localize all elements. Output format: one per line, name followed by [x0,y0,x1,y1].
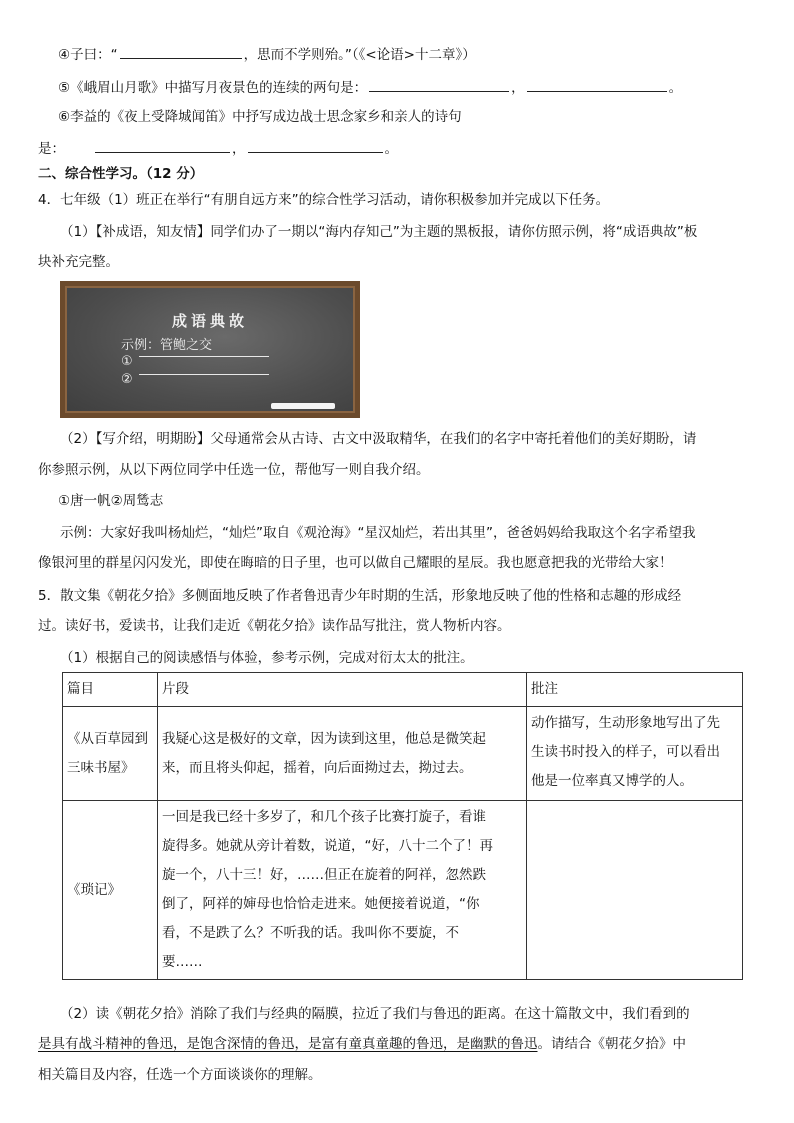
answer-blank[interactable] [248,138,383,153]
table-header-row [63,673,743,707]
table-header: 批注 [527,673,743,707]
separator: ， [232,141,246,157]
answer-blank[interactable] [369,77,509,92]
question-5-part2-end: 相关篇目及内容，任选一个方面谈谈你的理解。 [38,1067,322,1083]
chalkboard-image [60,281,360,418]
cell-line: 倒了，阿祥的婶母也恰恰走进来。她便接着说道，“你 [162,896,480,912]
table-cell-note [527,707,743,801]
cell-line: 生读书时投入的样子，可以看出 [531,744,720,760]
circle-number: ⑤ [58,80,71,96]
cell-line: 动作描写，生动形象地写出了先 [531,715,720,731]
item-text: 李益的《夜上受降城闻笛》中抒写成边战士思念家乡和亲人的诗句 [70,109,462,125]
table-header: 篇目 [63,673,158,707]
table-cell-excerpt [158,801,527,980]
section-heading: 二、综合性学习。（12 分） [38,166,204,182]
table-cell-title [63,707,158,801]
question-4-part2: （2）【写介绍，明期盼】父母通常会从古诗、古文中汲取精华，在我们的名字中寄托着他们的美好期盼，请 [60,431,697,447]
period: 。 [668,80,683,96]
cell-line: 要…… [162,954,203,970]
example-text: 示例：大家好我叫杨灿烂，“灿烂”取自《观沧海》“星汉灿烂，若出其里”，爸爸妈妈给我取这个名字希望我 [60,525,696,541]
period: 。 [384,141,398,157]
item-text: 是： [38,141,65,157]
question-4-part2-cont: 你参照示例，从以下两位同学中任选一位，帮他写一则自我介绍。 [38,462,430,478]
chalk-stick [271,403,335,409]
cell-line: 旋一个，八十三！好，……但正在旋着的阿祥，忽然跌 [162,867,486,883]
table-cell-title: 《琐记》 [63,801,158,980]
item-text: 《峨眉山月歌》中描写月夜景色的连续的两句是： [70,80,368,96]
table-cell-note-answer[interactable] [527,801,743,980]
cell-line: 我疑心这是极好的文章，因为读到这里，他总是微笑起 [162,730,486,747]
answer-blank[interactable] [120,44,242,59]
cell-line: 《从百草园到 [67,730,148,747]
item-prefix: 子曰：“ [70,47,118,63]
question-5-part1: （1）根据自己的阅读感悟与体验，参考示例，完成对衍太太的批注。 [60,650,474,666]
underlined-text: 是具有战斗精神的鲁迅，是饱含深情的鲁迅，是富有童真童趣的鲁迅，是幽默的鲁迅 [38,1036,538,1052]
board-example: 示例：管鲍之交 [121,338,213,353]
cell-line: 看，不是跌了么？不听我的话。我叫你不要旋，不 [162,925,459,941]
answer-blank[interactable] [527,77,667,92]
circle-number: ④ [58,47,71,63]
text: 。请结合《朝花夕拾》中 [537,1036,686,1052]
question-item-4 [58,44,476,65]
annotation-table [62,672,743,980]
question-item-6 [58,107,462,127]
student-names: ①唐一帆②周鸶志 [58,493,164,509]
question-4-part1: （1）【补成语，知友情】同学们办了一期以“海内存知己”为主题的黑板报，请你仿照示例，将“成语典故”板 [60,224,698,240]
board-blank-2 [139,374,269,375]
question-5-part2-cont [38,1034,686,1054]
question-4-part1-cont: 块补充完整。 [38,254,119,270]
board-blank-1 [139,356,269,357]
board-number-2: ② [121,372,133,387]
question-5-intro: 5．散文集《朝花夕拾》多侧面地反映了作者鲁迅青少年时期的生活，形象地反映了他的性格和志趣的形成经 [38,588,682,604]
cell-line: 旋得多。她就从旁计着数，说道，“好，八十二个了！再 [162,838,493,854]
table-row [63,801,743,980]
question-5-part2: （2）读《朝花夕拾》消除了我们与经典的隔膜，拉近了我们与鲁迅的距离。在这十篇散文中，我们看到的 [60,1006,690,1022]
separator: ， [511,80,525,96]
item-suffix: ，思而不学则殆。”（《<论语>十二章》） [243,47,476,63]
circle-number: ⑥ [58,109,71,125]
cell-line: 来，而且将头仰起，摇着，向后面拗过去，拗过去。 [162,759,473,776]
table-cell-excerpt [158,707,527,801]
question-item-6-cont [38,138,398,159]
question-4-intro: 4．七年级（1）班正在举行“有朋自远方来”的综合性学习活动，请你积极参加并完成以下任务。 [38,192,610,208]
cell-line: 一回是我已经十多岁了，和几个孩子比赛打旋子，看谁 [162,809,486,825]
table-header: 片段 [158,673,527,707]
cell-line: 三味书屋》 [67,759,135,776]
board-title: 成语典故 [171,312,248,330]
cell-line: 他是一位率真又博学的人。 [531,773,693,789]
table-row [63,707,743,801]
question-5-intro-cont: 过。读好书，爱读书，让我们走近《朝花夕拾》读作品写批注，赏人物析内容。 [38,618,511,634]
board-number-1: ① [121,354,133,369]
question-item-5 [58,77,682,98]
answer-blank[interactable] [95,138,230,153]
example-text-cont: 像银河里的群星闪闪发光，即使在晦暗的日子里，也可以做自己耀眼的星辰。我也愿意把我的光带给大家！ [38,555,673,571]
